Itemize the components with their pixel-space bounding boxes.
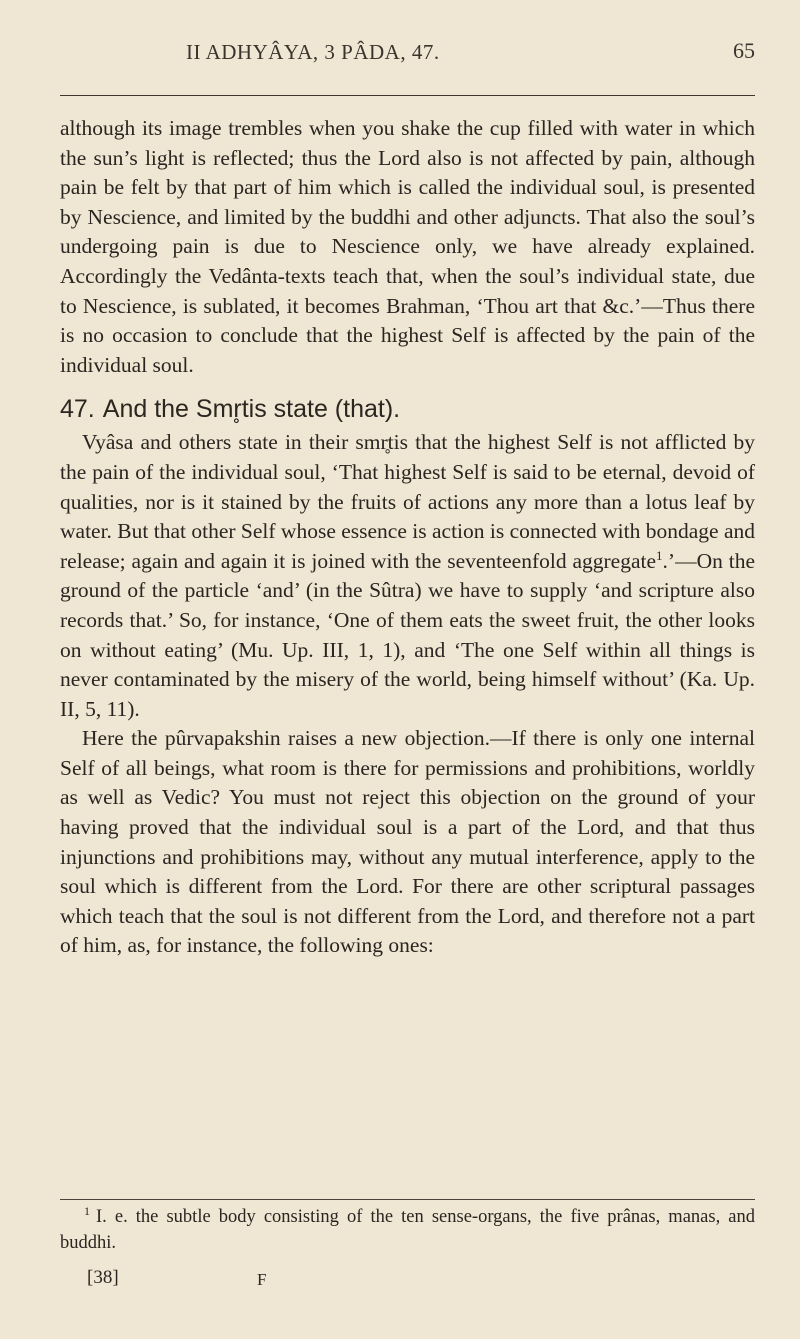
commentary-paragraph-1: [60, 428, 755, 724]
footnote-reference: 1: [656, 547, 663, 563]
footnote-number: 1: [84, 1203, 90, 1218]
sutra-heading: [60, 394, 755, 424]
main-text: [60, 114, 755, 961]
commentary-paragraph-2: Here the pûrvapakshin raises a new objection.—If there is only one internal Self of all beings, what room is there for permissions and prohibitions, worldly as well as Vedic? You must not reject this objection on the ground of your having proved that the individual soul is a part of the Lord, and that thus injunctions and prohibitions may, without any mutual interference, apply to the soul which is different from the Lord. For there are other scriptural passages which teach that the soul is not different from the Lord, and therefore not a part of him, as, for instance, the following ones:: [60, 726, 755, 958]
footnote-text: I. e. the subtle body consisting of the ten sense-organs, the five prânas, manas, and buddhi.: [60, 1207, 755, 1253]
header-rule: [60, 95, 755, 96]
commentary-text-after-footnote: .’—On the ground of the particle ‘and’ (in the Sûtra) we have to supply ‘and scripture also records that.’ So, for instance, ‘One of them eats the sweet fruit, the other looks on without eating’ (Mu. Up. III, 1, 1), and ‘The one Self within all things is never contaminated by the misery of the world, being himself without’ (Ka. Up. II, 5, 11).: [60, 548, 756, 721]
commentary-text-before-footnote: Vyâsa and others state in their smr̥tis that the highest Self is not afflicted by the pain of the individual soul, ‘That highest Self is said to be eternal, devoid of qualities, nor is it stained by the fruits of actions any more than a lotus leaf by water. But that other Self whose essence is action is connected with bondage and release; again and again it is joined with the seventeenfold aggregate: [60, 430, 755, 573]
paragraph-continuation: although its image trembles when you shake the cup filled with water in which the sun’s light is reflected; thus the Lord also is not affected by pain, although pain be felt by that part of him which is called the individual soul, is presented by Nescience, and limited by the buddhi and other adjuncts. That also the soul’s undergoing pain is due to Nescience only, we have already explained. Accordingly the Vedânta-texts teach that, when the soul’s individual state, due to Nescience, is sublated, it becomes Brahman, ‘Thou art that &c.’—Thus there is no occasion to conclude that the highest Self is affected by the pain of the individual soul.: [60, 116, 755, 377]
page-number: 65: [733, 38, 755, 63]
footnote: [60, 1204, 755, 1256]
running-head: II ADHYÂYA, 3 PÂDA, 47.: [186, 40, 440, 64]
sutra-number: 47.: [60, 395, 95, 424]
gathering-signature: F: [257, 1270, 267, 1289]
footnote-rule: [60, 1199, 755, 1200]
volume-signature: [38]: [87, 1267, 119, 1288]
sutra-text: And the Smr̥tis state (that).: [102, 395, 401, 424]
